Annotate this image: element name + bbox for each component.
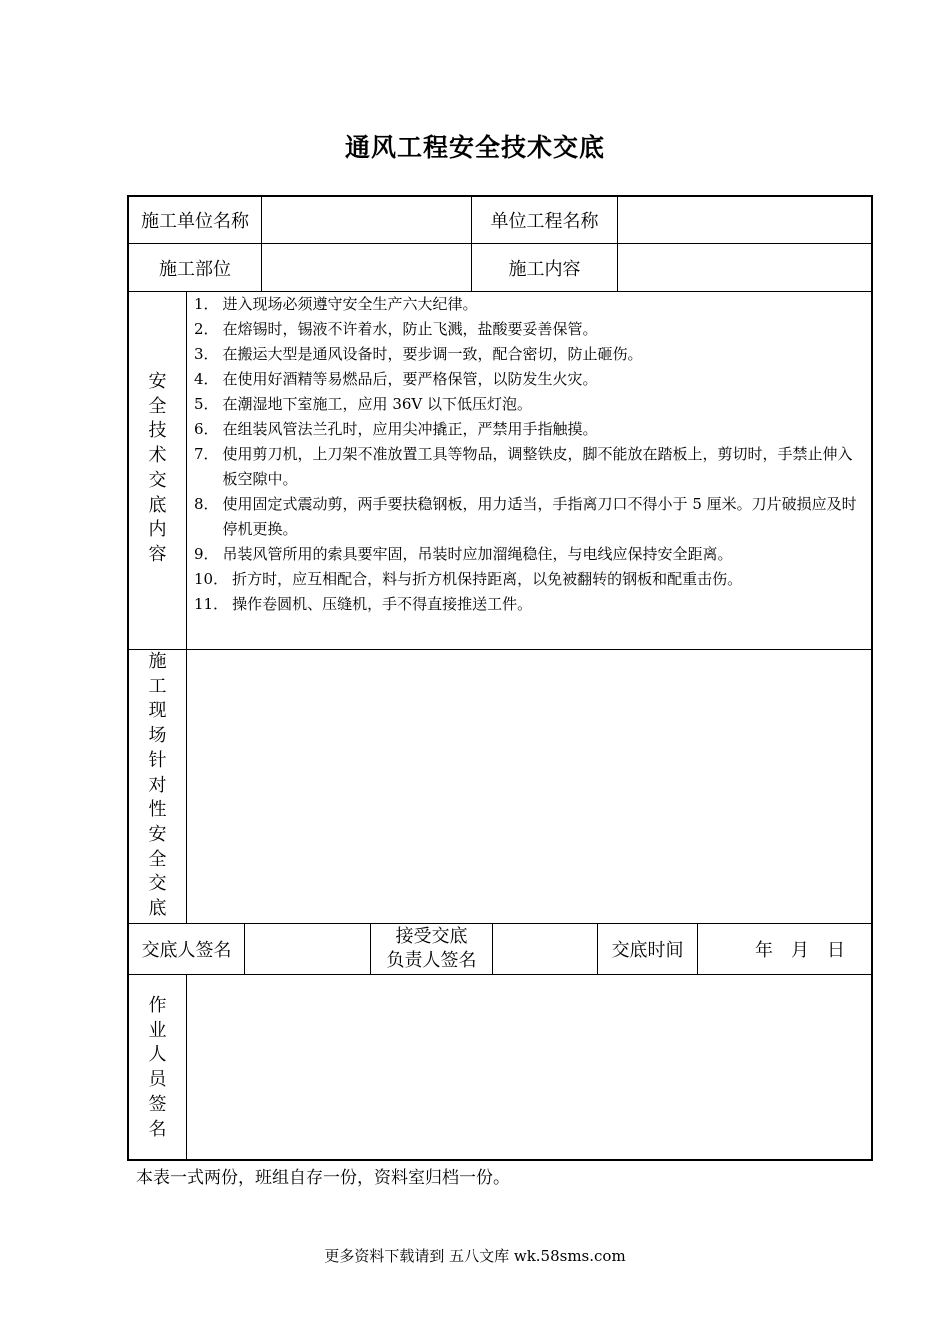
- unit-name-label: 施工单位名称: [141, 211, 249, 232]
- unit-name-field[interactable]: [262, 197, 471, 243]
- list-item: [194, 567, 866, 592]
- item-text: 使用固定式震动剪，两手要扶稳钢板，用力适当，手指离刀口不得小于 5 厘米。刀片破损应及时停机更换。: [222, 495, 857, 538]
- list-item: [194, 542, 866, 567]
- item-text: 折方时，应互相配合，料与折方机保持距离，以免被翻转的钢板和配重击伤。: [232, 570, 743, 588]
- item-text: 操作卷圆机、压缝机，手不得直接推送工件。: [232, 595, 533, 613]
- list-item: [194, 442, 866, 492]
- label-char: 内: [148, 519, 167, 541]
- label-char: 作: [148, 995, 167, 1016]
- item-number: 1．: [194, 295, 219, 313]
- label-char: 交: [148, 873, 167, 895]
- construction-part-label: 施工部位: [159, 258, 231, 280]
- site-disclosure-label: [129, 650, 186, 922]
- item-number: 8．: [194, 495, 219, 513]
- item-number: 5．: [194, 395, 219, 413]
- label-char: 名: [148, 1118, 167, 1140]
- item-text: 进入现场必须遵守安全生产六大纪律。: [222, 295, 478, 313]
- item-text: 在组装风管法兰孔时，应用尖冲撬正，严禁用手指触摸。: [222, 420, 598, 438]
- item-number: 9．: [194, 545, 219, 563]
- item-number: 2．: [194, 320, 219, 338]
- receiver-label-line2: 负责人签名: [386, 950, 477, 971]
- list-item: [194, 592, 866, 617]
- receiver-signature-field[interactable]: [493, 924, 597, 974]
- receiver-signature-label: [371, 924, 492, 974]
- label-char: 针: [148, 749, 167, 771]
- construction-part-field[interactable]: [262, 244, 471, 291]
- label-char: 底: [148, 898, 167, 920]
- label-char: 容: [148, 543, 167, 565]
- label-char: 人: [148, 1044, 167, 1066]
- label-char: 员: [148, 1069, 167, 1091]
- label-char: 交: [148, 469, 167, 491]
- construction-content-label: 施工内容: [508, 258, 581, 280]
- label-char: 现: [148, 700, 167, 722]
- item-text: 使用剪刀机，上刀架不准放置工具等物品，调整铁皮，脚不能放在踏板上，剪切时，手禁止伸入板空隙中。: [222, 445, 853, 488]
- list-item: [194, 317, 866, 342]
- label-char: 全: [148, 395, 167, 417]
- label-char: 施: [148, 651, 167, 672]
- construction-content-field[interactable]: [618, 244, 871, 291]
- list-item: [194, 417, 866, 442]
- project-name-field[interactable]: [618, 197, 871, 243]
- receiver-label-line1: 接受交底: [395, 926, 468, 947]
- item-number: 10．: [194, 570, 229, 588]
- item-number: 4．: [194, 370, 219, 388]
- briefer-signature-label: 交底人签名: [141, 940, 232, 961]
- item-number: 3．: [194, 345, 219, 363]
- safety-items-list: [194, 292, 866, 617]
- item-text: 吊装风管所用的索具要牢固，吊装时应加溜绳稳住，与电线应保持安全距离。: [222, 545, 733, 563]
- label-char: 技: [148, 420, 167, 442]
- list-item: [194, 292, 866, 317]
- label-char: 术: [148, 445, 167, 467]
- worker-signature-label: [129, 994, 186, 1142]
- label-char: 对: [148, 774, 167, 796]
- item-number: 6．: [194, 420, 219, 438]
- item-text: 在熔锡时，锡液不许着水，防止飞溅，盐酸要妥善保管。: [222, 320, 598, 338]
- label-char: 场: [148, 725, 167, 747]
- footer-link-text: 更多资料下载请到 五八文库 wk.58sms.com: [324, 1247, 626, 1265]
- label-char: 性: [148, 799, 167, 821]
- safety-disclosure-label: [129, 370, 186, 568]
- label-char: 安: [148, 371, 167, 392]
- item-number: 7．: [194, 445, 219, 463]
- item-text: 在使用好酒精等易燃品后，要严格保管，以防发生火灾。: [222, 370, 598, 388]
- label-char: 工: [148, 675, 167, 697]
- label-char: 业: [148, 1019, 167, 1041]
- list-item: [194, 492, 866, 542]
- column-divider: [186, 291, 187, 650]
- label-char: 全: [148, 848, 167, 870]
- item-number: 11．: [194, 595, 229, 613]
- item-text: 在搬运大型是通风设备时，要步调一致，配合密切，防止砸伤。: [222, 345, 643, 363]
- project-name-label: 单位工程名称: [490, 211, 599, 232]
- label-char: 签: [148, 1093, 167, 1115]
- disclosure-date-field[interactable]: 年 月 日: [755, 940, 845, 961]
- worker-signature-field[interactable]: [187, 975, 871, 1159]
- list-item: [194, 367, 866, 392]
- briefer-signature-field[interactable]: [245, 924, 370, 974]
- disclosure-time-label: 交底时间: [611, 940, 684, 961]
- label-char: 底: [148, 494, 167, 516]
- list-item: [194, 392, 866, 417]
- site-disclosure-field[interactable]: [187, 650, 871, 923]
- form-note: 本表一式两份，班组自存一份，资料室归档一份。: [136, 1168, 510, 1188]
- page-title: 通风工程安全技术交底: [344, 133, 605, 162]
- label-char: 安: [148, 823, 167, 845]
- item-text: 在潮湿地下室施工，应用 36V 以下低压灯泡。: [222, 395, 533, 413]
- list-item: [194, 342, 866, 367]
